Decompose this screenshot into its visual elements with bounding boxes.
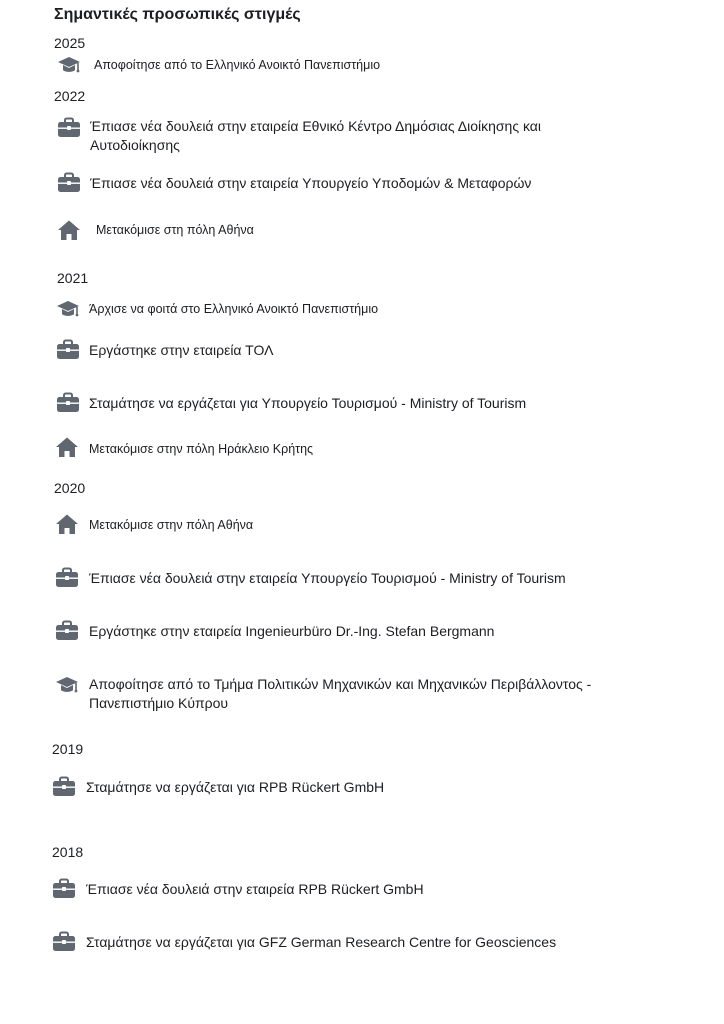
event-text: Σταμάτησε να εργάζεται για RPB Rückert GmbH [86, 779, 385, 795]
briefcase-icon [57, 117, 81, 139]
briefcase-icon [56, 392, 80, 414]
event-text: Έπιασε νέα δουλειά στην εταιρεία Εθνικό Κέντρο Δημόσιας Διοίκησης και Αυτοδιοίκησης [90, 118, 541, 153]
briefcase-icon [52, 878, 76, 900]
year-heading-2021: 2021 [57, 270, 89, 286]
graduation-cap-icon [56, 298, 80, 320]
event-text: Μετακόμισε στη πόλη Αθήνα [96, 223, 254, 237]
home-icon [55, 513, 79, 535]
briefcase-icon [52, 931, 76, 953]
graduation-cap-icon [57, 54, 81, 76]
year-heading-2022: 2022 [54, 88, 86, 104]
briefcase-icon [55, 620, 79, 642]
event-text: Μετακόμισε στην πόλη Αθήνα [89, 518, 254, 532]
briefcase-icon [56, 339, 80, 361]
year-heading-2018: 2018 [52, 844, 84, 860]
home-icon [57, 219, 81, 241]
event-text: Σταμάτησε να εργάζεται για Υπουργείο Τουρισμού - Ministry of Tourism [89, 395, 527, 411]
briefcase-icon [57, 172, 81, 194]
event-text: Αποφοίτησε από το Ελληνικό Ανοικτό Πανεπιστήμιο [94, 58, 381, 72]
event-text: Έπιασε νέα δουλειά στην εταιρεία Υπουργείο Τουρισμού - Ministry of Tourism [89, 570, 566, 586]
year-heading-2025: 2025 [54, 35, 86, 51]
year-heading-2020: 2020 [54, 480, 86, 496]
event-text: Μετακόμισε στην πόλη Ηράκλειο Κρήτης [89, 442, 314, 456]
event-text: Έπιασε νέα δουλειά στην εταιρεία Υπουργείο Υποδομών & Μεταφορών [90, 175, 532, 191]
event-text: Άρχισε να φοιτά στο Ελληνικό Ανοικτό Πανεπιστήμιο [89, 302, 379, 316]
home-icon [55, 436, 79, 458]
event-text: Έπιασε νέα δουλειά στην εταιρεία RPB Rückert GmbH [86, 881, 424, 897]
graduation-cap-icon [55, 674, 79, 696]
briefcase-icon [55, 567, 79, 589]
event-text: Αποφοίτησε από το Τμήμα Πολιτικών Μηχανικών και Μηχανικών Περιβάλλοντος - Πανεπιστήμιο Κύπρου [89, 676, 592, 711]
event-text: Σταμάτησε να εργάζεται για GFZ German Research Centre for Geosciences [86, 934, 557, 950]
event-text: Εργάστηκε στην εταιρεία ΤΟΛ [89, 342, 274, 358]
event-text: Εργάστηκε στην εταιρεία Ingenieurbüro Dr.-Ing. Stefan Bergmann [89, 623, 495, 639]
briefcase-icon [52, 776, 76, 798]
year-heading-2019: 2019 [52, 741, 84, 757]
page-title: Σημαντικές προσωπικές στιγμές [54, 6, 301, 23]
